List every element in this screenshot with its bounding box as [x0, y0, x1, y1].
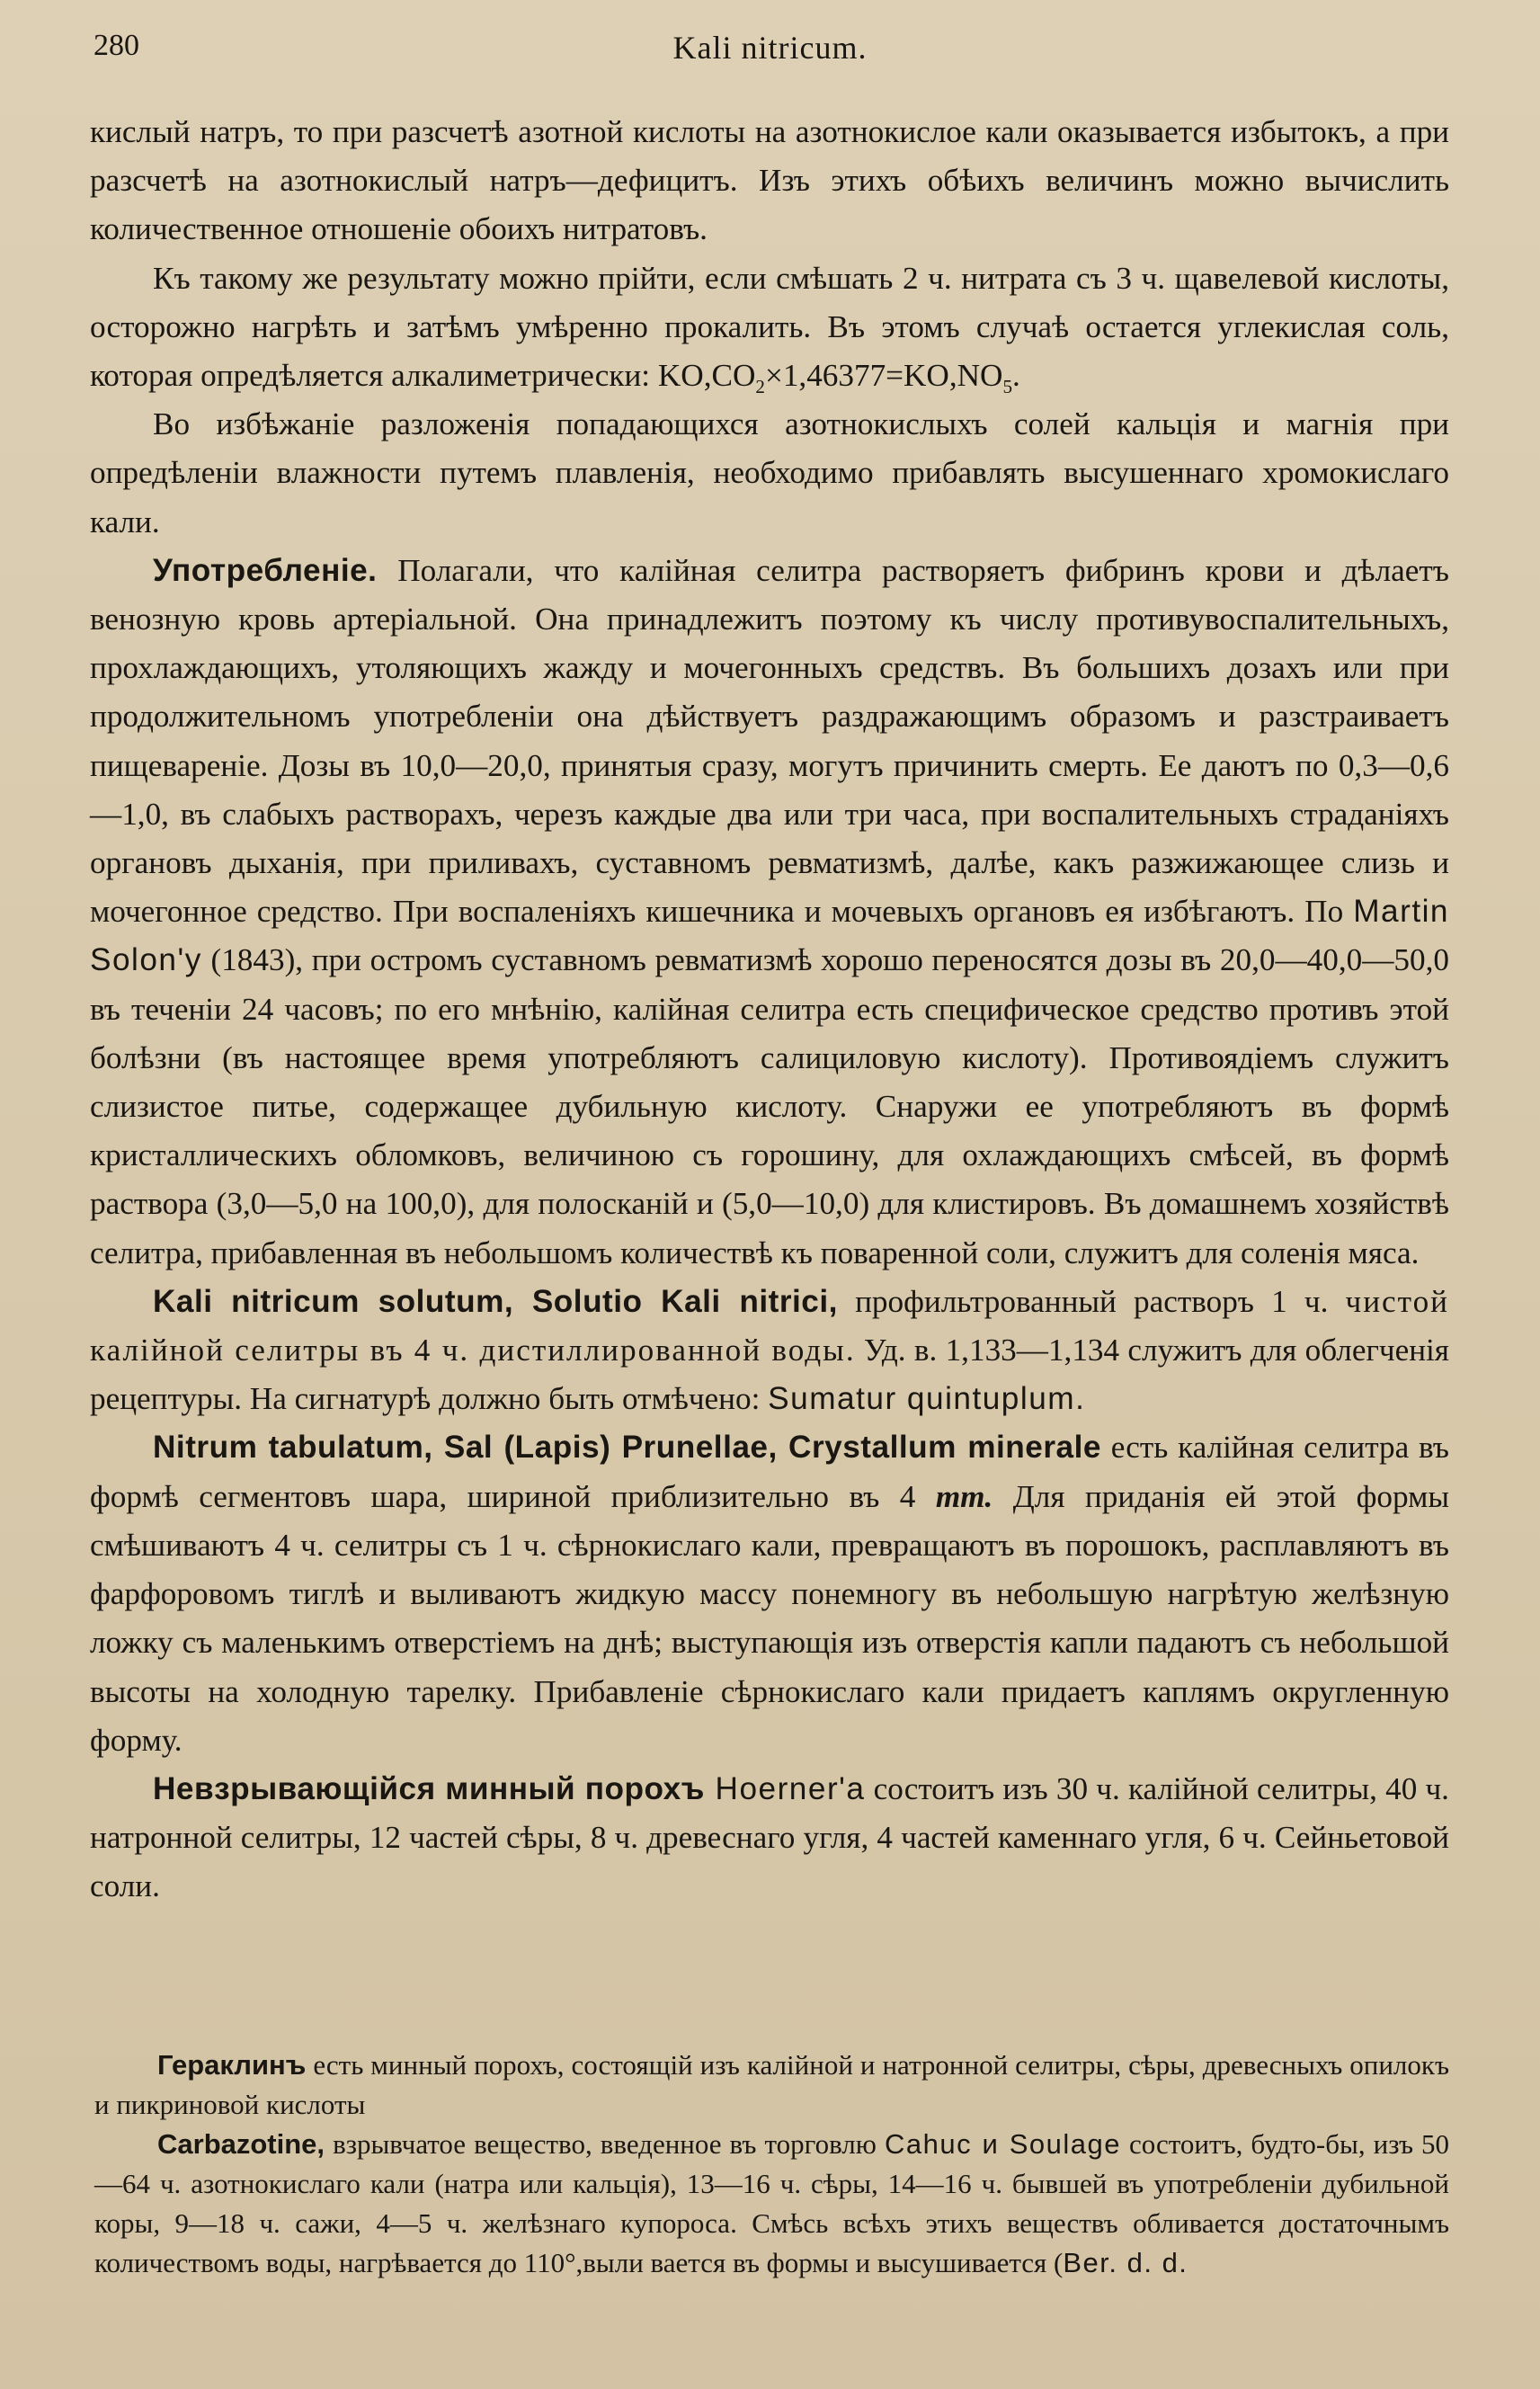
spaced-text: чистой калійной селитры въ 4 ч. дистиллированной воды. — [90, 1283, 1449, 1368]
paragraph-text: Полагали, что калійная селитра растворяетъ фибринъ крови и дѣлаетъ венозную кровь артеріальной. Она принадлежитъ поэтому къ числу противувоспалительныхъ, прохлаждающихъ, утоляющихъ жажду и мочегонныхъ средствъ. Въ большихъ дозахъ или при продолжительномъ употребленіи она дѣйствуетъ раздражающимъ образомъ и разстраиваетъ пищевареніе. Дозы въ 10,0—20,0, принятыя сразу, могутъ причинить смерть. Ее даютъ по 0,3—0,6—1,0, въ слабыхъ растворахъ, черезъ каждые два или три часа, при воспалительныхъ страданіяхъ органовъ дыханія, при приливахъ, суставномъ ревматизмѣ, далѣе, какъ разжижающее слизь и мочегонное средство. При воспаленіяхъ кишечника и мочевыхъ органовъ ея избѣгаютъ. По — [90, 552, 1449, 930]
unit-mm: mm. — [935, 1478, 993, 1514]
footnote-text: есть минный порохъ, состоящій изъ калійной и натронной селитры, сѣры, древесныхъ опилокъ и пикриновой кислоты — [94, 2049, 1449, 2120]
formula-subscript: 2 — [755, 376, 765, 398]
formula-end: . — [1012, 358, 1020, 394]
footnotes — [94, 2046, 1449, 2283]
formula-subscript: 5 — [1002, 376, 1013, 398]
paragraph-text: профильтрованный растворъ 1 ч. — [837, 1283, 1346, 1319]
formula-part: KO,CO — [650, 358, 756, 394]
paragraph-text: Уд. в. 1,133—1,134 служитъ для облегченія рецептуры. На сигнатурѣ должно быть отмѣчено: — [90, 1333, 1449, 1417]
paragraph-text: Во избѣжаніе разложенія попадающихся азотнокислыхъ солей кальція и магнія при опредѣленіи влажности путемъ плавленія, необходимо прибавлять высушеннаго хромокислаго кали. — [90, 406, 1449, 539]
footnote-text: состоитъ, будто-бы, изъ 50—64 ч. азотнокислаго кали (натра или кальція), 13—16 ч. сѣры, 14—16 ч. бывшей въ употребленіи дубильной коры, 9—18 ч. сажи, 4—5 ч. желѣзнаго купороса. Смѣсь всѣхъ этихъ веществъ обливается достаточнымъ количествомъ воды, нагрѣвается до 110°,выли вается въ формы и высушивается ( — [94, 2128, 1450, 2278]
footnote-reference: Ber. d. d. — [1063, 2247, 1188, 2278]
paragraph-text: Для приданія ей этой формы смѣшиваютъ 4 ч. селитры съ 1 ч. сѣрнокислаго кали, превращаютъ въ порошокъ, расплавляютъ въ фарфоровомъ тиглѣ и выливаютъ жидкую массу понемногу въ небольшую нагрѣтую желѣзную ложку съ маленькимъ отверстіемъ на днѣ; выступающія изъ отверстія капли падаютъ съ небольшой высоты на холодную тарелку. Прибавленіе сѣрнокислаго кали придаетъ каплямъ округленную форму. — [90, 1478, 1449, 1758]
paragraph-oxalic-method — [90, 254, 1449, 401]
paragraph-text: Къ такому же результату можно прійти, если смѣшать 2 ч. нитрата съ 3 ч. щавелевой кислоты, осторожно нагрѣть и затѣмъ умѣренно прокалить. Въ этомъ случаѣ остается углекислая соль, которая опредѣляется алкалиметрически: — [90, 260, 1449, 394]
footnote-names: Cahuc и Soulage — [884, 2128, 1121, 2160]
paragraph-continuation — [90, 108, 1449, 254]
paragraph-text: есть калійная селитра въ формѣ сегментовъ шара, шириной приблизительно въ 4 — [90, 1430, 1449, 1514]
signature-latin: Sumatur quintuplum. — [768, 1381, 1086, 1417]
footnote-carbazotine — [94, 2125, 1449, 2283]
body-text — [90, 108, 1449, 1912]
paragraph-text: кислый натръ, то при разсчетѣ азотной кислоты на азотнокислое кали оказывается избытокъ, а при разсчетѣ на азотнокислый натръ—дефицитъ. Изъ этихъ обѣихъ величинъ можно вычислить количественное отношеніе обоихъ нитратовъ. — [90, 114, 1449, 247]
paragraph-text: состоитъ изъ 30 ч. калійной селитры, 40 ч. натронной селитры, 12 частей сѣры, 8 ч. древеснаго угля, 4 частей каменнаго угля, 6 ч. Сейньетовой соли. — [90, 1770, 1449, 1904]
page-header — [90, 27, 1450, 72]
paragraph-mine-powder — [90, 1765, 1449, 1912]
footnote-term: Carbazotine, — [157, 2128, 325, 2160]
section-term-nitrum-tabulatum: Nitrum tabulatum, Sal (Lapis) Prunellae, Crystallum minerale — [153, 1430, 1101, 1466]
running-title: Kali nitricum. — [672, 30, 868, 66]
page-number: 280 — [93, 29, 139, 62]
formula-part: ×1,46377=KO,NO — [764, 358, 1003, 394]
footnote-heraklin — [94, 2046, 1449, 2125]
paragraph-kali-solutum — [90, 1278, 1449, 1424]
section-term-kali-solutum: Kali nitricum solutum, Solutio Kali nitrici, — [153, 1283, 838, 1319]
paragraph-drying-note — [90, 400, 1449, 547]
paragraph-text: (1843), при остромъ суставномъ ревматизмѣ хорошо переносятся дозы въ 20,0—40,0—50,0 въ теченіи 24 часовъ; по его мнѣнію, калійная селитра есть специфическое средство противъ этой болѣзни (въ настоящее время употребляютъ салициловую кислоту). Противоядіемъ служитъ слизистое питье, содержащее дубильную кислоту. Снаружи ее употребляютъ въ формѣ кристаллическихъ обломковъ, величиною съ горошину, для охлаждающихъ смѣсей, въ формѣ раствора (3,0—5,0 на 100,0), для полосканій и (5,0—10,0) для клистировъ. Въ домашнемъ хозяйствѣ селитра, прибавленная въ небольшомъ количествѣ къ поваренной соли, служитъ для соленія мяса. — [90, 942, 1449, 1270]
author-name: Martin Solon'y — [90, 894, 1449, 978]
paragraph-usage — [90, 547, 1449, 1278]
section-term-mine-powder: Невзрывающійся минный порохъ — [153, 1770, 705, 1806]
paragraph-nitrum-tabulatum — [90, 1423, 1449, 1764]
section-term-usage: Употребленіе. — [153, 552, 378, 588]
author-name: Hoerner'a — [704, 1770, 866, 1806]
footnote-term: Гераклинъ — [157, 2049, 307, 2081]
footnote-text: взрывчатое вещество, введенное въ торговлю — [325, 2128, 885, 2160]
